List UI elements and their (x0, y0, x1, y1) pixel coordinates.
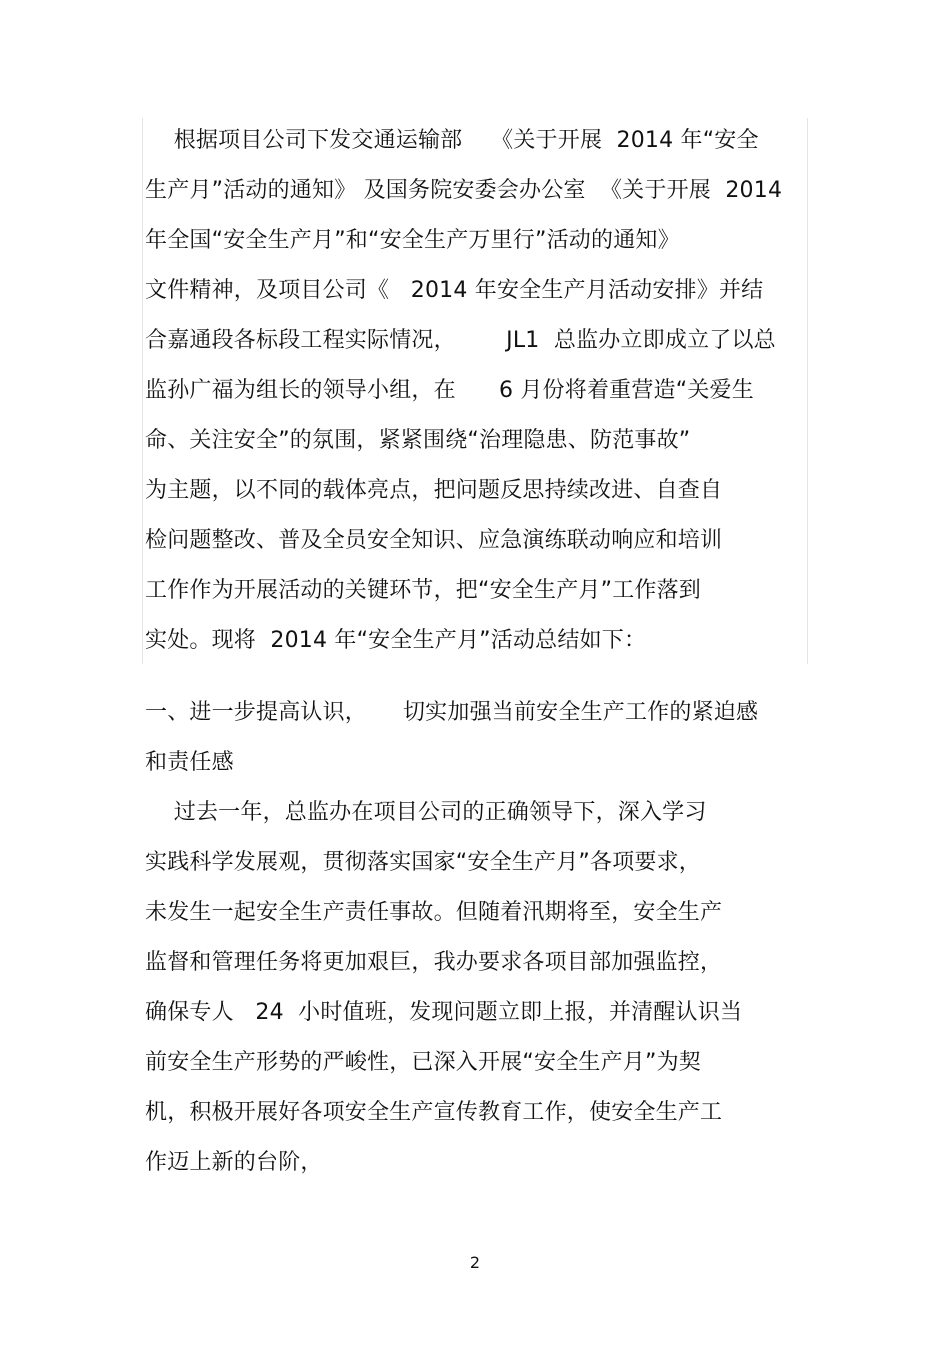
intro-paragraph-line: 监孙广福为组长的领导小组，在 6 月份将着重营造“关爱生 (145, 378, 754, 403)
page-number: 2 (469, 1253, 481, 1272)
intro-paragraph-line: 为主题，以不同的载体亮点，把问题反思持续改进、自查自 (145, 478, 723, 503)
intro-paragraph-line: 工作作为开展活动的关键环节，把“安全生产月”工作落到 (145, 578, 701, 603)
intro-paragraph-line: 年全国“安全生产月”和“安全生产万里行”活动的通知》 (145, 228, 680, 253)
intro-paragraph-line: 命、关注安全”的氛围，紧紧围绕“治理隐患、防范事故” (145, 428, 691, 453)
intro-paragraph-line: 检问题整改、普及全员安全知识、应急演练联动响应和培训 (145, 528, 723, 553)
intro-paragraph-line: 合嘉通段各标段工程实际情况， JL1 总监办立即成立了以总 (145, 328, 776, 353)
intro-paragraph-line: 根据项目公司下发交通运输部 《关于开展 2014 年“安全 (145, 128, 759, 153)
body-paragraph-line: 实践科学发展观，贯彻落实国家“安全生产月”各项要求， (145, 850, 701, 875)
body-paragraph-line: 监督和管理任务将更加艰巨，我办要求各项目部加强监控， (145, 950, 723, 975)
body-paragraph-line: 机，积极开展好各项安全生产宣传教育工作，使安全生产工 (145, 1100, 723, 1125)
body-paragraph-line: 确保专人 24 小时值班，发现问题立即上报，并清醒认识当 (145, 1000, 743, 1025)
body-paragraph-line: 过去一年，总监办在项目公司的正确领导下，深入学习 (145, 800, 707, 825)
body-paragraph-line: 未发生一起安全生产责任事故。但随着汛期将至，安全生产 (145, 900, 723, 925)
body-paragraph-line: 作迈上新的台阶， (145, 1150, 323, 1175)
section-heading-line: 一、进一步提高认识， 切实加强当前安全生产工作的紧迫感 (145, 700, 759, 725)
intro-paragraph-line: 实处。现将 2014 年“安全生产月”活动总结如下： (145, 628, 647, 653)
body-paragraph-line: 前安全生产形势的严峻性，已深入开展“安全生产月”为契 (145, 1050, 701, 1075)
section-heading-line: 和责任感 (145, 750, 234, 775)
intro-paragraph-line: 生产月”活动的通知》 及国务院安委会办公室 《关于开展 2014 (145, 178, 783, 203)
intro-paragraph-line: 文件精神，及项目公司《 2014 年安全生产月活动安排》并结 (145, 278, 764, 303)
